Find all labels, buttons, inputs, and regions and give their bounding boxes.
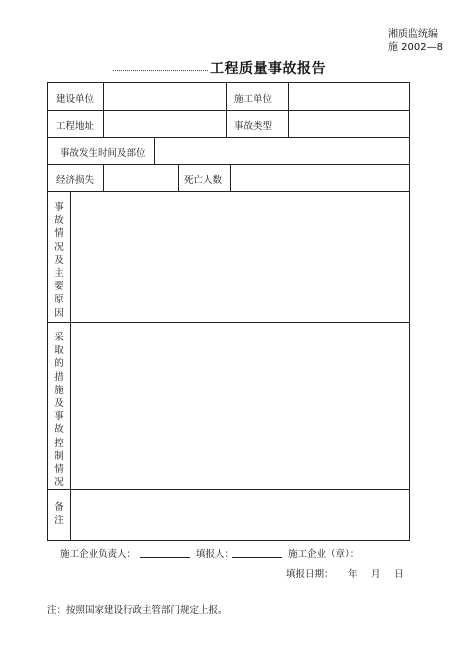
year-label: 年 xyxy=(348,569,358,580)
project-name-blank[interactable] xyxy=(113,70,208,71)
reporter-field[interactable] xyxy=(232,557,282,558)
build-unit-field[interactable] xyxy=(105,84,225,109)
column-divider xyxy=(178,164,179,191)
day-label: 日 xyxy=(394,569,404,580)
situation-label: 事故情况及主要原因 xyxy=(54,202,64,319)
report-form xyxy=(47,82,410,541)
column-divider xyxy=(230,164,231,191)
column-divider xyxy=(226,83,227,137)
column-divider xyxy=(103,83,104,137)
accident-type-field[interactable] xyxy=(290,111,408,136)
remarks-field[interactable] xyxy=(72,490,408,539)
remarks-label: 备注 xyxy=(54,502,64,527)
responsible-field[interactable] xyxy=(140,557,190,558)
time-location-field[interactable] xyxy=(156,138,408,163)
death-count-field[interactable] xyxy=(232,165,408,190)
column-divider xyxy=(154,137,155,164)
accident-type-label: 事故类型 xyxy=(234,121,273,132)
project-address-label: 工程地址 xyxy=(56,121,95,132)
economic-loss-label: 经济损失 xyxy=(56,175,95,186)
measures-field[interactable] xyxy=(72,323,408,488)
month-label: 月 xyxy=(371,569,381,580)
page-title: 工程质量事故报告 xyxy=(210,61,326,77)
construction-unit-label: 施工单位 xyxy=(234,94,273,105)
column-divider xyxy=(70,191,71,540)
time-location-label: 事故发生时间及部位 xyxy=(60,148,146,159)
measures-label: 采取的措施及事故控制情况 xyxy=(54,332,64,489)
situation-field[interactable] xyxy=(72,192,408,321)
construction-unit-field[interactable] xyxy=(290,84,408,109)
reporter-label: 填报人： xyxy=(196,549,235,560)
column-divider xyxy=(103,164,104,191)
death-count-label: 死亡人数 xyxy=(184,175,223,186)
column-divider xyxy=(288,83,289,137)
project-address-field[interactable] xyxy=(105,111,225,136)
responsible-label: 施工企业负责人： xyxy=(60,549,137,560)
company-seal-label: 施工企业（章）： xyxy=(288,549,360,560)
form-code-line2: 施 2002—8 xyxy=(388,42,443,53)
economic-loss-field[interactable] xyxy=(105,165,177,190)
footnote: 注：按照国家建设行政主管部门规定上报。 xyxy=(47,605,228,616)
date-label: 填报日期： xyxy=(286,569,334,580)
build-unit-label: 建设单位 xyxy=(56,94,95,105)
form-code-line1: 湘质监统编 xyxy=(388,29,438,40)
